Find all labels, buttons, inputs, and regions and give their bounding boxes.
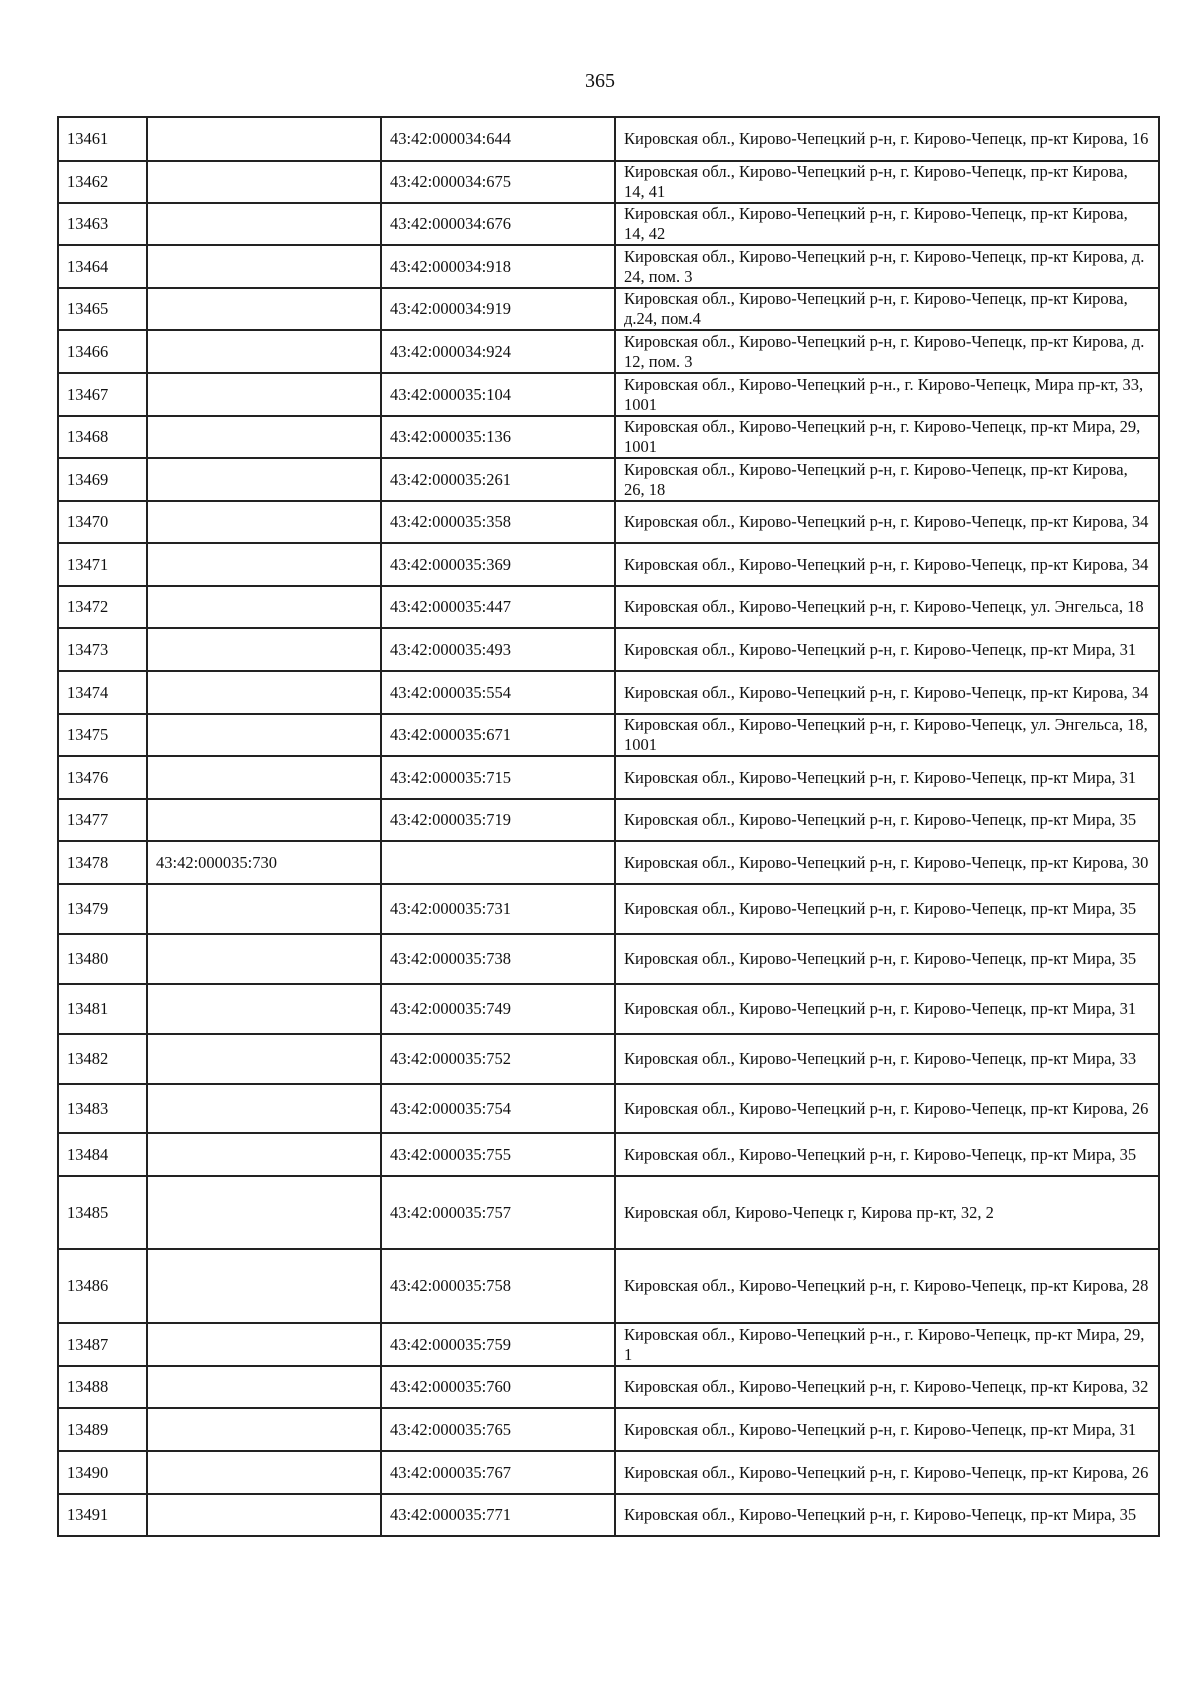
row-number-cell: 13481 bbox=[58, 984, 147, 1034]
table-row bbox=[58, 117, 1159, 161]
row-number-cell: 13486 bbox=[58, 1249, 147, 1323]
address-cell: Кировская обл., Кирово-Чепецкий р-н, г. Кирово-Чепецк, пр-кт Кирова, д. 24, пом. 3 bbox=[615, 245, 1159, 288]
row-number-cell: 13489 bbox=[58, 1408, 147, 1451]
table-row bbox=[58, 1176, 1159, 1249]
object-cadastral-number-cell: 43:42:000035:104 bbox=[381, 373, 615, 416]
object-cadastral-number-cell: 43:42:000035:757 bbox=[381, 1176, 615, 1249]
cadastral-number-cell bbox=[147, 1084, 381, 1133]
cadastral-number-cell bbox=[147, 543, 381, 586]
address-cell: Кировская обл., Кирово-Чепецкий р-н, г. Кирово-Чепецк, пр-кт Мира, 31 bbox=[615, 1408, 1159, 1451]
row-number-cell: 13469 bbox=[58, 458, 147, 501]
object-cadastral-number-cell: 43:42:000034:675 bbox=[381, 161, 615, 203]
object-cadastral-number-cell: 43:42:000035:369 bbox=[381, 543, 615, 586]
cadastral-number-cell bbox=[147, 1494, 381, 1536]
row-number-cell: 13464 bbox=[58, 245, 147, 288]
address-cell: Кировская обл., Кирово-Чепецкий р-н, г. Кирово-Чепецк, пр-кт Кирова, 34 bbox=[615, 543, 1159, 586]
cadastral-number-cell: 43:42:000035:730 bbox=[147, 841, 381, 884]
row-number-cell: 13473 bbox=[58, 628, 147, 671]
table-row bbox=[58, 756, 1159, 799]
object-cadastral-number-cell: 43:42:000035:261 bbox=[381, 458, 615, 501]
object-cadastral-number-cell: 43:42:000034:919 bbox=[381, 288, 615, 330]
cadastral-number-cell bbox=[147, 245, 381, 288]
row-number-cell: 13478 bbox=[58, 841, 147, 884]
table-row bbox=[58, 841, 1159, 884]
row-number-cell: 13483 bbox=[58, 1084, 147, 1133]
object-cadastral-number-cell: 43:42:000035:554 bbox=[381, 671, 615, 714]
object-cadastral-number-cell: 43:42:000035:771 bbox=[381, 1494, 615, 1536]
object-cadastral-number-cell: 43:42:000035:758 bbox=[381, 1249, 615, 1323]
cadastral-number-cell bbox=[147, 799, 381, 841]
table-row bbox=[58, 586, 1159, 628]
cadastral-number-cell bbox=[147, 1366, 381, 1408]
object-cadastral-number-cell bbox=[381, 841, 615, 884]
row-number-cell: 13479 bbox=[58, 884, 147, 934]
table-row bbox=[58, 1408, 1159, 1451]
row-number-cell: 13490 bbox=[58, 1451, 147, 1494]
object-cadastral-number-cell: 43:42:000034:676 bbox=[381, 203, 615, 245]
address-cell: Кировская обл., Кирово-Чепецкий р-н, г. Кирово-Чепецк, пр-кт Мира, 33 bbox=[615, 1034, 1159, 1084]
cadastral-number-cell bbox=[147, 884, 381, 934]
cadastral-number-cell bbox=[147, 330, 381, 373]
object-cadastral-number-cell: 43:42:000035:715 bbox=[381, 756, 615, 799]
address-cell: Кировская обл., Кирово-Чепецкий р-н, г. Кирово-Чепецк, пр-кт Мира, 31 bbox=[615, 984, 1159, 1034]
object-cadastral-number-cell: 43:42:000035:755 bbox=[381, 1133, 615, 1176]
row-number-cell: 13461 bbox=[58, 117, 147, 161]
row-number-cell: 13472 bbox=[58, 586, 147, 628]
table-row bbox=[58, 1366, 1159, 1408]
table-row bbox=[58, 501, 1159, 543]
address-cell: Кировская обл., Кирово-Чепецкий р-н, г. Кирово-Чепецк, пр-кт Мира, 35 bbox=[615, 884, 1159, 934]
row-number-cell: 13466 bbox=[58, 330, 147, 373]
registry-table-body bbox=[58, 117, 1159, 1536]
address-cell: Кировская обл., Кирово-Чепецкий р-н, г. Кирово-Чепецк, пр-кт Мира, 35 bbox=[615, 1133, 1159, 1176]
object-cadastral-number-cell: 43:42:000034:644 bbox=[381, 117, 615, 161]
address-cell: Кировская обл., Кирово-Чепецкий р-н, г. Кирово-Чепецк, пр-кт Кирова, 28 bbox=[615, 1249, 1159, 1323]
object-cadastral-number-cell: 43:42:000034:924 bbox=[381, 330, 615, 373]
object-cadastral-number-cell: 43:42:000035:136 bbox=[381, 416, 615, 458]
object-cadastral-number-cell: 43:42:000035:767 bbox=[381, 1451, 615, 1494]
cadastral-number-cell bbox=[147, 416, 381, 458]
address-cell: Кировская обл., Кирово-Чепецкий р-н, г. Кирово-Чепецк, ул. Энгельса, 18, 1001 bbox=[615, 714, 1159, 756]
row-number-cell: 13474 bbox=[58, 671, 147, 714]
cadastral-number-cell bbox=[147, 1133, 381, 1176]
cadastral-number-cell bbox=[147, 373, 381, 416]
address-cell: Кировская обл., Кирово-Чепецкий р-н, г. Кирово-Чепецк, пр-кт Мира, 29, 1001 bbox=[615, 416, 1159, 458]
table-row bbox=[58, 1249, 1159, 1323]
cadastral-number-cell bbox=[147, 1323, 381, 1366]
table-row bbox=[58, 288, 1159, 330]
object-cadastral-number-cell: 43:42:000035:493 bbox=[381, 628, 615, 671]
row-number-cell: 13465 bbox=[58, 288, 147, 330]
table-row bbox=[58, 1034, 1159, 1084]
table-row bbox=[58, 934, 1159, 984]
table-row bbox=[58, 1323, 1159, 1366]
address-cell: Кировская обл., Кирово-Чепецкий р-н, г. Кирово-Чепецк, пр-кт Кирова, 16 bbox=[615, 117, 1159, 161]
object-cadastral-number-cell: 43:42:000035:671 bbox=[381, 714, 615, 756]
cadastral-number-cell bbox=[147, 1451, 381, 1494]
row-number-cell: 13482 bbox=[58, 1034, 147, 1084]
table-row bbox=[58, 714, 1159, 756]
address-cell: Кировская обл., Кирово-Чепецкий р-н, г. Кирово-Чепецк, пр-кт Кирова, д.24, пом.4 bbox=[615, 288, 1159, 330]
cadastral-number-cell bbox=[147, 1176, 381, 1249]
table-row bbox=[58, 884, 1159, 934]
table-row bbox=[58, 984, 1159, 1034]
object-cadastral-number-cell: 43:42:000035:447 bbox=[381, 586, 615, 628]
cadastral-number-cell bbox=[147, 203, 381, 245]
address-cell: Кировская обл, Кирово-Чепецк г, Кирова пр-кт, 32, 2 bbox=[615, 1176, 1159, 1249]
cadastral-number-cell bbox=[147, 586, 381, 628]
row-number-cell: 13470 bbox=[58, 501, 147, 543]
table-row bbox=[58, 458, 1159, 501]
row-number-cell: 13467 bbox=[58, 373, 147, 416]
cadastral-number-cell bbox=[147, 1034, 381, 1084]
table-row bbox=[58, 1451, 1159, 1494]
object-cadastral-number-cell: 43:42:000035:752 bbox=[381, 1034, 615, 1084]
address-cell: Кировская обл., Кирово-Чепецкий р-н, г. Кирово-Чепецк, пр-кт Кирова, 26 bbox=[615, 1084, 1159, 1133]
cadastral-number-cell bbox=[147, 1249, 381, 1323]
address-cell: Кировская обл., Кирово-Чепецкий р-н, г. Кирово-Чепецк, пр-кт Кирова, 34 bbox=[615, 671, 1159, 714]
address-cell: Кировская обл., Кирово-Чепецкий р-н., г. Кирово-Чепецк, Мира пр-кт, 33, 1001 bbox=[615, 373, 1159, 416]
row-number-cell: 13485 bbox=[58, 1176, 147, 1249]
row-number-cell: 13471 bbox=[58, 543, 147, 586]
address-cell: Кировская обл., Кирово-Чепецкий р-н, г. Кирово-Чепецк, пр-кт Мира, 35 bbox=[615, 1494, 1159, 1536]
cadastral-number-cell bbox=[147, 984, 381, 1034]
address-cell: Кировская обл., Кирово-Чепецкий р-н, г. Кирово-Чепецк, пр-кт Кирова, 14, 41 bbox=[615, 161, 1159, 203]
cadastral-number-cell bbox=[147, 161, 381, 203]
row-number-cell: 13488 bbox=[58, 1366, 147, 1408]
row-number-cell: 13491 bbox=[58, 1494, 147, 1536]
address-cell: Кировская обл., Кирово-Чепецкий р-н, г. Кирово-Чепецк, ул. Энгельса, 18 bbox=[615, 586, 1159, 628]
table-row bbox=[58, 245, 1159, 288]
object-cadastral-number-cell: 43:42:000035:358 bbox=[381, 501, 615, 543]
address-cell: Кировская обл., Кирово-Чепецкий р-н, г. Кирово-Чепецк, пр-кт Кирова, 32 bbox=[615, 1366, 1159, 1408]
address-cell: Кировская обл., Кирово-Чепецкий р-н, г. Кирово-Чепецк, пр-кт Мира, 35 bbox=[615, 799, 1159, 841]
address-cell: Кировская обл., Кирово-Чепецкий р-н, г. Кирово-Чепецк, пр-кт Мира, 31 bbox=[615, 628, 1159, 671]
address-cell: Кировская обл., Кирово-Чепецкий р-н, г. Кирово-Чепецк, пр-кт Кирова, 26, 18 bbox=[615, 458, 1159, 501]
table-row bbox=[58, 799, 1159, 841]
object-cadastral-number-cell: 43:42:000035:759 bbox=[381, 1323, 615, 1366]
row-number-cell: 13468 bbox=[58, 416, 147, 458]
table-row bbox=[58, 1084, 1159, 1133]
row-number-cell: 13487 bbox=[58, 1323, 147, 1366]
table-row bbox=[58, 203, 1159, 245]
address-cell: Кировская обл., Кирово-Чепецкий р-н, г. Кирово-Чепецк, пр-кт Мира, 35 bbox=[615, 934, 1159, 984]
table-row bbox=[58, 161, 1159, 203]
property-registry-table bbox=[57, 116, 1160, 1537]
table-row bbox=[58, 416, 1159, 458]
cadastral-number-cell bbox=[147, 501, 381, 543]
cadastral-number-cell bbox=[147, 1408, 381, 1451]
row-number-cell: 13463 bbox=[58, 203, 147, 245]
cadastral-number-cell bbox=[147, 628, 381, 671]
cadastral-number-cell bbox=[147, 458, 381, 501]
object-cadastral-number-cell: 43:42:000035:731 bbox=[381, 884, 615, 934]
object-cadastral-number-cell: 43:42:000035:719 bbox=[381, 799, 615, 841]
address-cell: Кировская обл., Кирово-Чепецкий р-н, г. Кирово-Чепецк, пр-кт Кирова, 14, 42 bbox=[615, 203, 1159, 245]
table-row bbox=[58, 1494, 1159, 1536]
address-cell: Кировская обл., Кирово-Чепецкий р-н, г. Кирово-Чепецк, пр-кт Кирова, 26 bbox=[615, 1451, 1159, 1494]
object-cadastral-number-cell: 43:42:000034:918 bbox=[381, 245, 615, 288]
table-row bbox=[58, 330, 1159, 373]
table-row bbox=[58, 543, 1159, 586]
row-number-cell: 13476 bbox=[58, 756, 147, 799]
row-number-cell: 13475 bbox=[58, 714, 147, 756]
table-row bbox=[58, 628, 1159, 671]
table-row bbox=[58, 671, 1159, 714]
cadastral-number-cell bbox=[147, 934, 381, 984]
cadastral-number-cell bbox=[147, 288, 381, 330]
row-number-cell: 13480 bbox=[58, 934, 147, 984]
cadastral-number-cell bbox=[147, 671, 381, 714]
object-cadastral-number-cell: 43:42:000035:738 bbox=[381, 934, 615, 984]
address-cell: Кировская обл., Кирово-Чепецкий р-н, г. Кирово-Чепецк, пр-кт Кирова, 34 bbox=[615, 501, 1159, 543]
address-cell: Кировская обл., Кирово-Чепецкий р-н, г. Кирово-Чепецк, пр-кт Кирова, д. 12, пом. 3 bbox=[615, 330, 1159, 373]
cadastral-number-cell bbox=[147, 714, 381, 756]
object-cadastral-number-cell: 43:42:000035:749 bbox=[381, 984, 615, 1034]
object-cadastral-number-cell: 43:42:000035:765 bbox=[381, 1408, 615, 1451]
row-number-cell: 13484 bbox=[58, 1133, 147, 1176]
address-cell: Кировская обл., Кирово-Чепецкий р-н, г. Кирово-Чепецк, пр-кт Мира, 31 bbox=[615, 756, 1159, 799]
table-row bbox=[58, 1133, 1159, 1176]
object-cadastral-number-cell: 43:42:000035:754 bbox=[381, 1084, 615, 1133]
address-cell: Кировская обл., Кирово-Чепецкий р-н., г. Кирово-Чепецк, пр-кт Мира, 29, 1 bbox=[615, 1323, 1159, 1366]
cadastral-number-cell bbox=[147, 117, 381, 161]
page-number: 365 bbox=[585, 70, 615, 92]
object-cadastral-number-cell: 43:42:000035:760 bbox=[381, 1366, 615, 1408]
cadastral-number-cell bbox=[147, 756, 381, 799]
row-number-cell: 13477 bbox=[58, 799, 147, 841]
table-row bbox=[58, 373, 1159, 416]
row-number-cell: 13462 bbox=[58, 161, 147, 203]
address-cell: Кировская обл., Кирово-Чепецкий р-н, г. Кирово-Чепецк, пр-кт Кирова, 30 bbox=[615, 841, 1159, 884]
